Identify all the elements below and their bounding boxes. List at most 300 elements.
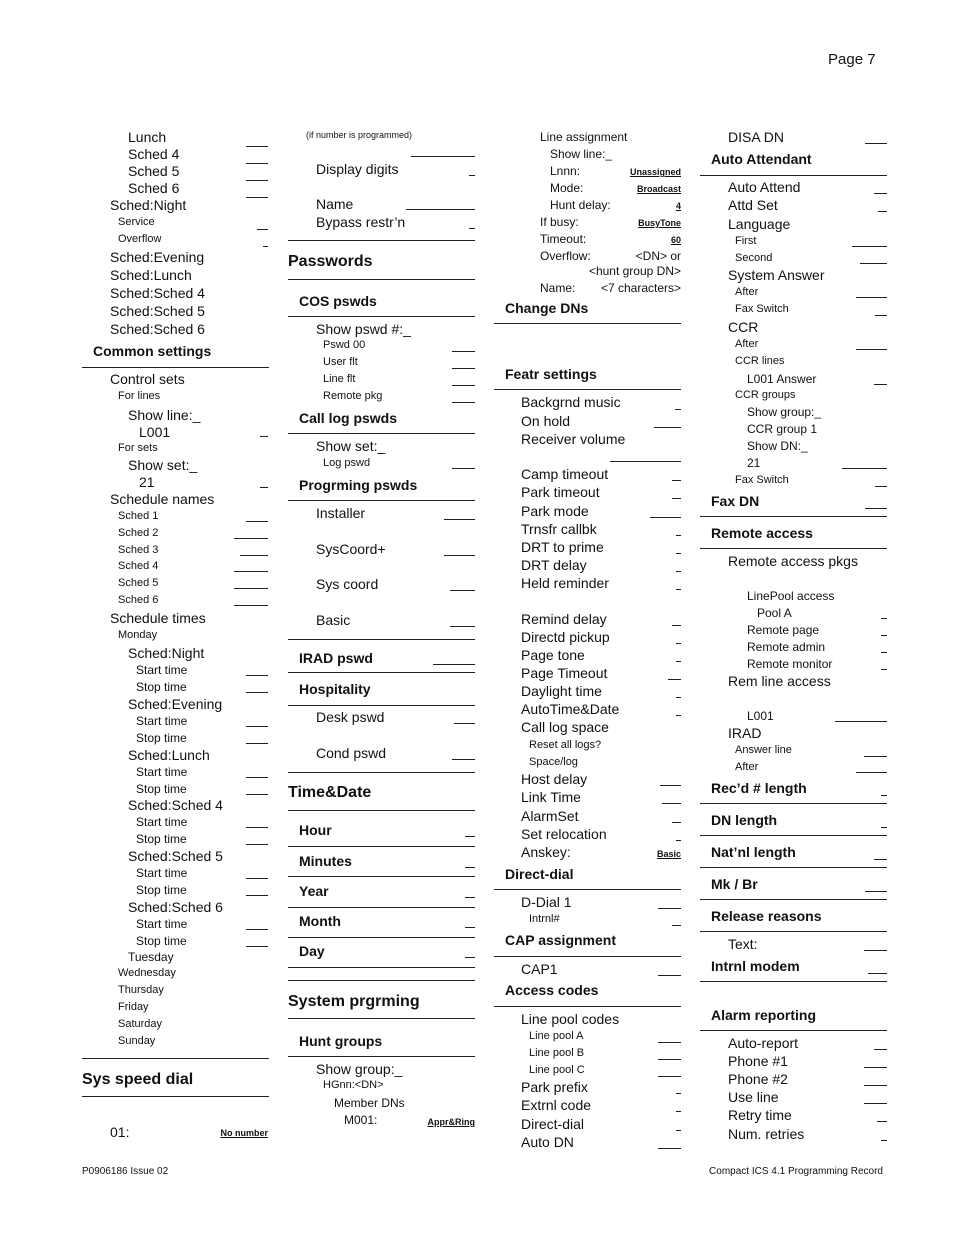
divider: [288, 1056, 475, 1057]
item-retry-time: Retry time: [728, 1107, 792, 1123]
value-overflow-1: <DN> or: [635, 249, 681, 263]
blank[interactable]: [465, 957, 475, 958]
blank[interactable]: [246, 675, 268, 676]
blank[interactable]: [246, 521, 268, 522]
item-hunt-delay: Hunt delay:: [550, 198, 611, 212]
item-bypass: Bypass restr’n: [316, 214, 406, 230]
blank[interactable]: [452, 351, 475, 352]
divider: [700, 548, 887, 549]
blank[interactable]: [672, 480, 681, 481]
blank[interactable]: [452, 368, 475, 369]
blank[interactable]: [881, 652, 887, 653]
item-irad: IRAD: [728, 725, 762, 741]
item-hg: HGnn:<DN>: [323, 1079, 384, 1091]
heading-hunt-groups: Hunt groups: [299, 1033, 383, 1049]
blank[interactable]: [865, 143, 887, 144]
item-text: Text:: [728, 936, 758, 952]
item-desk-pswd: Desk pswd: [316, 709, 385, 725]
divider: [700, 803, 887, 804]
item-park-mode: Park mode: [521, 503, 589, 519]
heading-cos-pswds: COS pswds: [299, 293, 377, 309]
item-sched-evening: Sched:Evening: [110, 249, 205, 265]
item-sn4: Sched 4: [118, 560, 159, 572]
divider: [494, 889, 681, 890]
blank[interactable]: [881, 1140, 887, 1141]
divider: [288, 772, 475, 773]
item-page-timeout: Page Timeout: [521, 665, 608, 681]
blank[interactable]: [658, 908, 681, 909]
heading-remote-access: Remote access: [711, 525, 813, 541]
blank[interactable]: [676, 535, 681, 536]
item-st-s5: Sched:Sched 5: [128, 848, 223, 864]
heading-direct-dial: Direct-dial: [505, 866, 574, 882]
blank[interactable]: [856, 772, 887, 773]
item-m001: M001:: [344, 1113, 378, 1127]
blank[interactable]: [875, 315, 887, 316]
item-trnsfr-callbk: Trnsfr callbk: [521, 521, 597, 537]
item-friday: Friday: [118, 1001, 149, 1013]
divider: [288, 937, 475, 938]
item-ccr-group1: CCR group 1: [747, 422, 818, 436]
item-drt-prime: DRT to prime: [521, 539, 604, 555]
blank[interactable]: [856, 297, 887, 298]
item-remind-delay: Remind delay: [521, 611, 607, 627]
blank[interactable]: [877, 1121, 887, 1122]
blank[interactable]: [658, 1059, 681, 1060]
footer-title: Compact ICS 4.1 Programming Record: [709, 1166, 883, 1177]
item-start-time: Start time: [136, 714, 188, 728]
divider: [288, 705, 475, 706]
heading-change-dns: Change DNs: [505, 300, 589, 316]
blank[interactable]: [263, 246, 268, 247]
divider: [288, 639, 475, 640]
blank[interactable]: [881, 827, 887, 828]
item-sys-coord: Sys coord: [316, 576, 379, 592]
blank[interactable]: [246, 929, 268, 930]
blank[interactable]: [881, 795, 887, 796]
blank[interactable]: [865, 891, 887, 892]
item-pool-a: Pool A: [757, 606, 792, 620]
blank[interactable]: [246, 895, 268, 896]
item-show-set: Show set:_: [316, 438, 386, 454]
item-saturday: Saturday: [118, 1018, 163, 1030]
item-stop-time: Stop time: [136, 883, 187, 897]
blank[interactable]: [465, 927, 475, 928]
blank[interactable]: [881, 618, 887, 619]
value-busytone: BusyTone: [638, 218, 681, 228]
blank[interactable]: [658, 1148, 681, 1149]
divider: [288, 240, 475, 241]
blank[interactable]: [856, 349, 887, 350]
blank[interactable]: [469, 228, 475, 229]
item-call-log-space: Call log space: [521, 719, 609, 735]
heading-passwords: Passwords: [288, 253, 373, 270]
item-extrnl-code: Extrnl code: [521, 1097, 592, 1113]
blank[interactable]: [257, 229, 268, 230]
value-appr-ring: Appr&Ring: [427, 1117, 475, 1127]
heading-hour: Hour: [299, 822, 332, 838]
divider: [494, 1006, 681, 1007]
heading-featr-settings: Featr settings: [505, 366, 597, 382]
blank[interactable]: [246, 726, 268, 727]
item-cond-pswd: Cond pswd: [316, 745, 387, 761]
item-member-dns: Member DNs: [334, 1096, 405, 1110]
blank[interactable]: [234, 605, 268, 606]
item-user-flt: User flt: [323, 356, 358, 368]
item-reset-logs: Reset all logs?: [529, 739, 602, 751]
item-lunch: Lunch: [128, 129, 167, 145]
blank[interactable]: [868, 973, 887, 974]
item-held-reminder: Held reminder: [521, 575, 609, 591]
value-unassigned: Unassigned: [629, 167, 681, 177]
item-sched5: Sched 5: [128, 163, 180, 179]
item-ccr-after: After: [735, 338, 759, 350]
blank[interactable]: [675, 409, 681, 410]
blank[interactable]: [650, 517, 681, 518]
item-lpa: Line pool A: [529, 1030, 584, 1042]
blank[interactable]: [454, 723, 475, 724]
item-show-set: Show set:_: [128, 457, 198, 473]
blank[interactable]: [452, 385, 475, 386]
item-sched-sched6: Sched:Sched 6: [110, 321, 205, 337]
blank[interactable]: [672, 498, 681, 499]
item-sched4: Sched 4: [128, 146, 180, 162]
blank[interactable]: [672, 925, 681, 926]
item-lnnn: Lnnn:: [550, 164, 581, 178]
item-auto-attend: Auto Attend: [728, 179, 801, 195]
item-system-answer: System Answer: [728, 267, 825, 283]
blank[interactable]: [875, 486, 887, 487]
blank[interactable]: [864, 1103, 887, 1104]
item-directd-pickup: Directd pickup: [521, 629, 610, 645]
page-number: Page 7: [828, 51, 876, 68]
item-host-delay: Host delay: [521, 771, 588, 787]
divider: [82, 367, 269, 368]
item-cap1: CAP1: [521, 961, 558, 977]
divider: [288, 810, 475, 811]
blank[interactable]: [246, 743, 268, 744]
blank[interactable]: [842, 468, 887, 469]
item-ddial1: D-Dial 1: [521, 894, 572, 910]
blank[interactable]: [874, 384, 887, 385]
divider: [288, 907, 475, 908]
blank[interactable]: [658, 1042, 681, 1043]
item-sched-night: Sched:Night: [110, 197, 187, 213]
divider: [700, 899, 887, 900]
item-attd-set: Attd Set: [728, 197, 778, 213]
heading-hospitality: Hospitality: [299, 681, 371, 697]
item-lpc: Line pool C: [529, 1064, 585, 1076]
blank[interactable]: [465, 867, 475, 868]
value-timeout: 60: [670, 235, 681, 245]
blank[interactable]: [234, 571, 268, 572]
divider: [82, 1096, 269, 1097]
blank[interactable]: [676, 1130, 681, 1131]
blank[interactable]: [444, 519, 475, 520]
item-intrnl: Intrnl#: [529, 913, 560, 925]
blank[interactable]: [654, 427, 681, 428]
item-line-assignment: Line assignment: [540, 130, 628, 144]
item-park-prefix: Park prefix: [521, 1079, 588, 1095]
item-schedule-names: Schedule names: [110, 491, 215, 507]
item-line-pool-codes: Line pool codes: [521, 1011, 620, 1027]
item-stop-time: Stop time: [136, 731, 187, 745]
blank[interactable]: [450, 626, 475, 627]
item-language: Language: [728, 216, 791, 232]
item-autotime: AutoTime&Date: [521, 701, 620, 717]
item-set-21: 21: [139, 474, 155, 490]
blank[interactable]: [668, 679, 681, 680]
blank[interactable]: [246, 794, 268, 795]
item-installer: Installer: [316, 505, 366, 521]
item-start-time: Start time: [136, 765, 188, 779]
item-phone1: Phone #1: [728, 1053, 788, 1069]
item-ccr: CCR: [728, 319, 759, 335]
blank[interactable]: [676, 661, 681, 662]
divider: [288, 846, 475, 847]
item-st-s6: Sched:Sched 6: [128, 899, 223, 915]
divider: [494, 323, 681, 324]
blank[interactable]: [610, 461, 681, 462]
blank[interactable]: [260, 436, 268, 437]
blank[interactable]: [444, 555, 475, 556]
blank[interactable]: [676, 840, 681, 841]
blank[interactable]: [676, 1093, 681, 1094]
heading-irad-pswd: IRAD pswd: [299, 650, 373, 666]
item-tuesday: Tuesday: [128, 950, 174, 964]
item-thursday: Thursday: [118, 984, 164, 996]
blank[interactable]: [874, 193, 887, 194]
item-camp-timeout: Camp timeout: [521, 466, 609, 482]
divider: [700, 1030, 887, 1031]
item-sn3: Sched 3: [118, 544, 159, 556]
note-if-programmed: (if number is programmed): [306, 130, 413, 140]
heading-common-settings: Common settings: [93, 343, 212, 359]
footer-doc-id: P0906186 Issue 02: [82, 1166, 169, 1177]
item-remote-access-pkgs: Remote access pkgs: [728, 553, 858, 569]
blank[interactable]: [465, 897, 475, 898]
blank[interactable]: [672, 625, 681, 626]
divider: [288, 279, 475, 280]
blank[interactable]: [881, 635, 887, 636]
divider: [288, 316, 475, 317]
item-irad-after: After: [735, 761, 759, 773]
blank[interactable]: [860, 263, 887, 264]
item-monday: Monday: [118, 629, 158, 641]
item-stop-time: Stop time: [136, 782, 187, 796]
blank[interactable]: [676, 553, 681, 554]
item-st-evening: Sched:Evening: [128, 696, 223, 712]
item-remote-admin: Remote admin: [747, 640, 826, 654]
heading-dn-length: DN length: [711, 812, 778, 828]
blank[interactable]: [452, 402, 475, 403]
blank[interactable]: [260, 487, 268, 488]
divider: [288, 1018, 475, 1019]
heading-system-prgrming: System prgrming: [288, 993, 420, 1010]
blank[interactable]: [240, 555, 268, 556]
blank[interactable]: [246, 777, 268, 778]
value-hunt-delay: 4: [675, 201, 681, 211]
blank[interactable]: [835, 721, 887, 722]
heading-month: Month: [299, 913, 341, 929]
item-remote-pkg: Remote pkg: [323, 390, 383, 402]
blank[interactable]: [246, 197, 268, 198]
divider: [494, 956, 681, 957]
item-ccr-lines: CCR lines: [735, 355, 785, 367]
blank[interactable]: [246, 878, 268, 879]
item-wednesday: Wednesday: [118, 967, 176, 979]
item-line-flt: Line flt: [323, 373, 356, 385]
item-sched-sched4: Sched:Sched 4: [110, 285, 205, 301]
blank[interactable]: [246, 163, 268, 164]
item-l001: L001: [747, 709, 774, 723]
heading-release-reasons: Release reasons: [711, 908, 822, 924]
blank[interactable]: [874, 1049, 887, 1050]
item-show-line: Show line:_: [128, 407, 201, 423]
blank[interactable]: [452, 468, 475, 469]
blank[interactable]: [878, 211, 887, 212]
blank[interactable]: [406, 209, 475, 210]
item-mode: Mode:: [550, 181, 584, 195]
blank[interactable]: [676, 1111, 681, 1112]
blank[interactable]: [411, 156, 475, 157]
blank[interactable]: [662, 803, 681, 804]
item-start-time: Start time: [136, 866, 188, 880]
blank[interactable]: [234, 538, 268, 539]
item-sched-lunch: Sched:Lunch: [110, 267, 192, 283]
item-name: Name:: [540, 281, 576, 295]
blank[interactable]: [881, 669, 887, 670]
blank[interactable]: [660, 785, 681, 786]
divider: [288, 500, 475, 501]
value-basic: Basic: [656, 849, 681, 859]
blank[interactable]: [676, 643, 681, 644]
divider: [288, 433, 475, 434]
item-show-group: Show group:_: [747, 405, 822, 419]
item-speed-dial-01: 01:: [110, 1124, 130, 1140]
item-space-log: Space/log: [529, 756, 578, 768]
item-show-dn: Show DN:_: [747, 439, 808, 453]
item-alarmset: AlarmSet: [521, 808, 579, 824]
blank[interactable]: [234, 588, 268, 589]
blank[interactable]: [672, 822, 681, 823]
item-for-lines: For lines: [118, 390, 161, 402]
item-drt-delay: DRT delay: [521, 557, 587, 573]
item-park-timeout: Park timeout: [521, 484, 600, 500]
item-fax-switch2: Fax Switch: [735, 474, 789, 486]
item-l001-answer: L001 Answer: [747, 372, 817, 386]
heading-minutes: Minutes: [299, 853, 352, 869]
item-sched-sched5: Sched:Sched 5: [110, 303, 205, 319]
item-l001: L001: [139, 424, 171, 440]
heading-cap-assignment: CAP assignment: [505, 932, 616, 948]
item-on-hold: On hold: [521, 413, 571, 429]
item-stop-time: Stop time: [136, 680, 187, 694]
blank[interactable]: [246, 180, 268, 181]
heading-time-date: Time&Date: [288, 784, 372, 801]
blank[interactable]: [676, 571, 681, 572]
item-sn5: Sched 5: [118, 577, 159, 589]
item-st-night: Sched:Night: [128, 645, 205, 661]
item-overflow: Overflow: [118, 233, 162, 245]
blank[interactable]: [658, 1076, 681, 1077]
item-auto-report: Auto-report: [728, 1035, 799, 1051]
blank[interactable]: [246, 827, 268, 828]
blank[interactable]: [465, 836, 475, 837]
item-sn1: Sched 1: [118, 510, 159, 522]
item-syscoord-plus: SysCoord+: [316, 541, 386, 557]
item-stop-time: Stop time: [136, 934, 187, 948]
item-sn6: Sched 6: [118, 594, 159, 606]
blank[interactable]: [452, 759, 475, 760]
heading-fax-dn: Fax DN: [711, 493, 760, 509]
item-sn2: Sched 2: [118, 527, 159, 539]
divider: [82, 1058, 269, 1059]
blank[interactable]: [864, 1085, 887, 1086]
value-overflow-2: <hunt group DN>: [588, 264, 681, 278]
item-answer-line: Answer line: [735, 744, 792, 756]
blank[interactable]: [874, 859, 887, 860]
item-start-time: Start time: [136, 917, 188, 931]
item-remote-page: Remote page: [747, 623, 820, 637]
blank[interactable]: [864, 1067, 887, 1068]
blank[interactable]: [246, 692, 268, 693]
item-auto-dn: Auto DN: [521, 1134, 574, 1150]
blank[interactable]: [864, 950, 887, 951]
item-disa-dn: DISA DN: [728, 129, 785, 145]
heading-call-log-pswds: Call log pswds: [299, 410, 398, 426]
item-second: Second: [735, 252, 773, 264]
blank[interactable]: [676, 589, 681, 590]
item-direct-dial2: Direct-dial: [521, 1116, 585, 1132]
divider: [288, 672, 475, 673]
blank[interactable]: [246, 946, 268, 947]
blank[interactable]: [676, 715, 681, 716]
item-schedule-times: Schedule times: [110, 610, 206, 626]
item-remote-monitor: Remote monitor: [747, 657, 833, 671]
item-linepool-access: LinePool access: [747, 589, 835, 603]
blank[interactable]: [864, 756, 887, 757]
item-pswd00: Pswd 00: [323, 339, 366, 351]
item-receiver-volume: Receiver volume: [521, 431, 626, 447]
item-sunday: Sunday: [118, 1035, 156, 1047]
divider: [700, 981, 887, 982]
blank[interactable]: [676, 697, 681, 698]
item-log-pswd: Log pswd: [323, 457, 371, 469]
blank[interactable]: [450, 590, 475, 591]
item-st-lunch: Sched:Lunch: [128, 747, 210, 763]
heading-alarm-reporting: Alarm reporting: [711, 1007, 817, 1023]
item-link-time: Link Time: [521, 789, 581, 805]
value-name: <7 characters>: [600, 281, 681, 295]
item-show-group: Show group:_: [316, 1061, 403, 1077]
blank[interactable]: [246, 844, 268, 845]
heading-sys-speed-dial: Sys speed dial: [82, 1071, 194, 1088]
heading-intrnl-modem: Intrnl modem: [711, 958, 800, 974]
blank[interactable]: [865, 508, 887, 509]
blank[interactable]: [852, 246, 887, 247]
heading-day: Day: [299, 943, 325, 959]
item-use-line: Use line: [728, 1089, 779, 1105]
item-ccr-groups: CCR groups: [735, 389, 796, 401]
blank[interactable]: [658, 975, 681, 976]
blank[interactable]: [246, 146, 268, 147]
heading-progrming-pswds: Progrming pswds: [299, 477, 418, 493]
value-no-number: No number: [220, 1128, 268, 1138]
item-if-busy: If busy:: [540, 215, 579, 229]
blank[interactable]: [469, 175, 475, 176]
blank[interactable]: [433, 664, 475, 665]
